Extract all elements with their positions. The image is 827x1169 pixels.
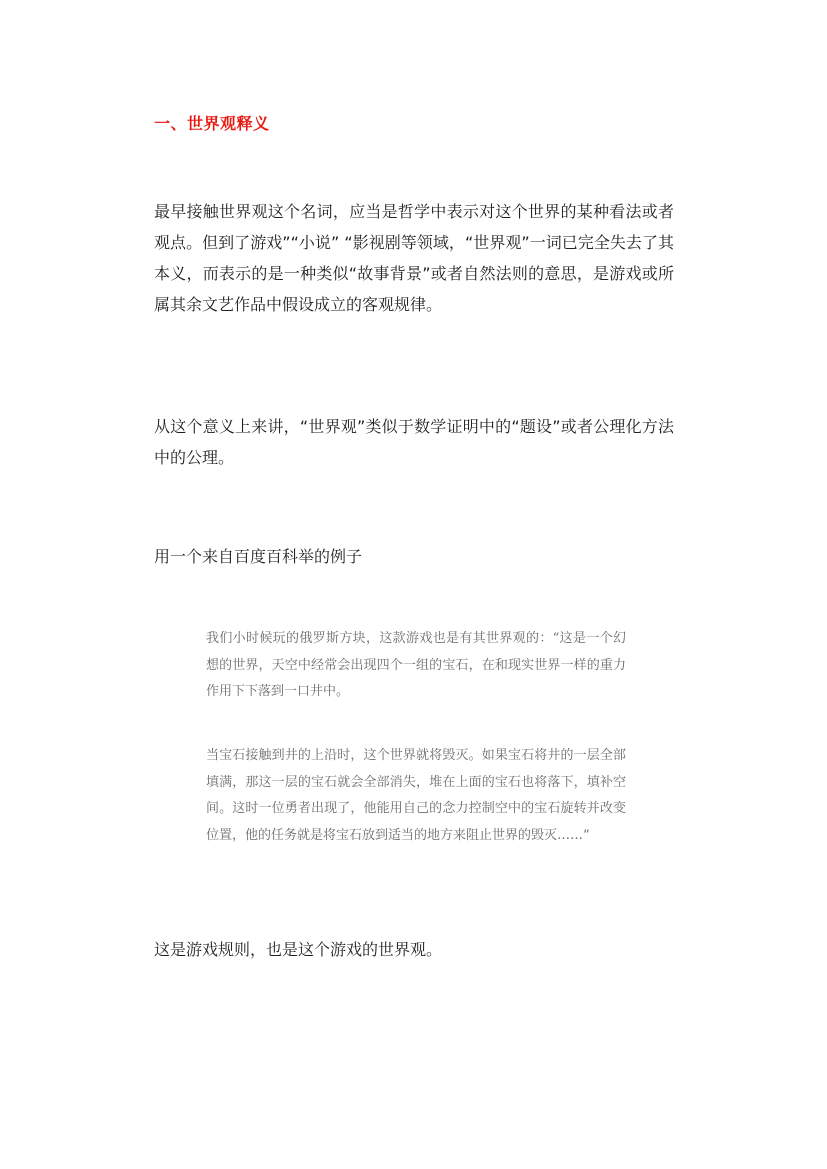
- example-intro-paragraph: 用一个来自百度百科举的例子: [154, 547, 363, 566]
- quote-paragraph-1: 我们小时候玩的俄罗斯方块，这款游戏也是有其世界观的：“这是一个幻想的世界，天空中经常会出现四个一组的宝石，在和现实世界一样的重力作用下下落到一口井中。: [206, 631, 626, 699]
- conclusion-paragraph: 这是游戏规则，也是这个游戏的世界观。: [154, 940, 443, 959]
- section-heading: 一、世界观释义: [154, 114, 270, 133]
- quote-paragraph-2: 当宝石接触到井的上沿时，这个世界就将毁灭。如果宝石将井的一层全部填满，那这一层的宝石就会全部消失，堆在上面的宝石也将落下，填补空间。这时一位勇者出现了，他能用自己的念力控制空中的宝石旋转并改变位置，他的任务就是将宝石放到适当的地方来阻止世界的毁灭……”: [206, 748, 626, 843]
- intro-paragraph: 最早接触世界观这个名词，应当是哲学中表示对这个世界的某种看法或者观点。但到了游戏”“小说” “影视剧等领域，“世界观”一词已完全失去了其本义，而表示的是一种类似“故事背景”或者自然法则的意思，是游戏或所属其余文艺作品中假设成立的客观规律。: [154, 202, 674, 314]
- analogy-paragraph: 从这个意义上来讲，“世界观”类似于数学证明中的“题设”或者公理化方法中的公理。: [154, 417, 674, 467]
